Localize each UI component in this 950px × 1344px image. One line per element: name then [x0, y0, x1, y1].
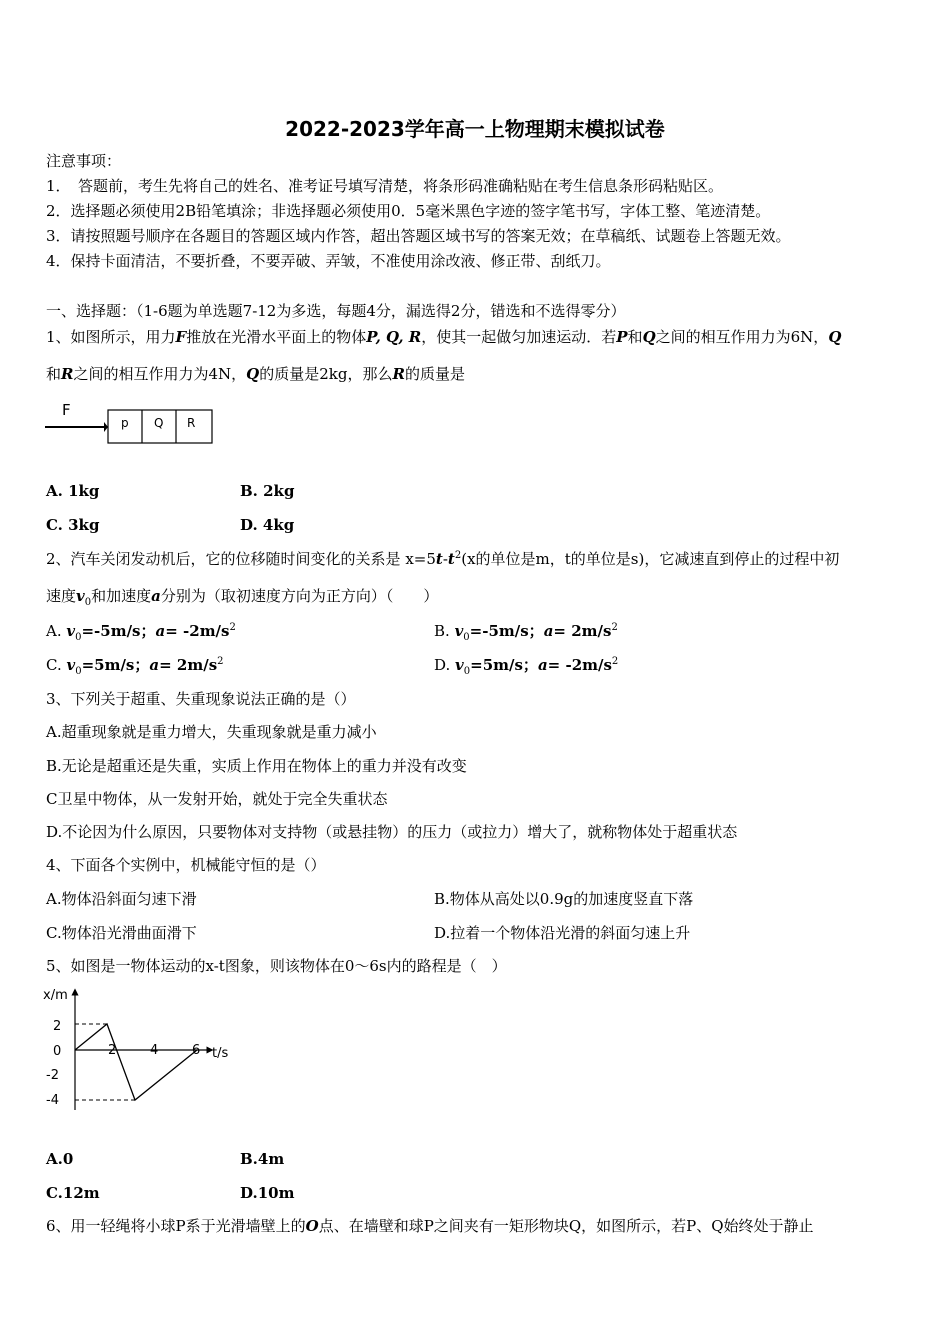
q4-option-d: D.拉着一个物体沿光滑的斜面匀速上升	[434, 924, 691, 942]
y-tick-neg2: -2	[46, 1068, 59, 1083]
q5-option-c: C.12m	[46, 1184, 100, 1202]
notice-item-2: 2．选择题必须使用2B铅笔填涂；非选择题必须使用0．5毫米黑色字迹的签字笔书写，字体工整、笔迹清楚。	[46, 202, 771, 220]
q5-option-a: A.0	[46, 1150, 74, 1168]
x-axis-label: t/s	[212, 1046, 229, 1061]
q3-option-b: B.无论是超重还是失重，实质上作用在物体上的重力并没有改变	[46, 757, 467, 775]
q4-stem: 4、下面各个实例中，机械能守恒的是（）	[46, 856, 326, 874]
notice-heading: 注意事项：	[46, 152, 122, 170]
y-tick-0: 0	[53, 1044, 62, 1059]
q6-stem-line1: 6、用一轻绳将小球P系于光滑墙壁上的O点、在墙壁和球P之间夹有一矩形物块Q，如图所示，若P、Q始终处于静止	[46, 1217, 814, 1235]
q5-xt-graph	[40, 982, 240, 1122]
q4-option-b: B.物体从高处以0.9g的加速度竖直下落	[434, 890, 694, 908]
q4-option-a: A.物体沿斜面匀速下滑	[46, 890, 197, 908]
notice-item-4: 4．保持卡面清洁，不要折叠，不要弄破、弄皱，不准使用涂改液、修正带、刮纸刀。	[46, 252, 611, 270]
force-label: F	[62, 401, 71, 419]
q1-stem-line1: 1、如图所示，用力F推放在光滑水平面上的物体P, Q, R，使其一起做匀加速运动．若P和Q之间的相互作用力为6N，Q	[46, 328, 842, 346]
notice-item-3: 3．请按照题号顺序在各题目的答题区域内作答，超出答题区域书写的答案无效；在草稿纸、试题卷上答题无效。	[46, 227, 791, 245]
y-tick-neg4: -4	[46, 1093, 59, 1108]
q1-force-diagram	[44, 398, 219, 448]
page-title: 2022-2023学年高一上物理期末模拟试卷	[285, 117, 665, 141]
q5-option-d: D.10m	[240, 1184, 295, 1202]
q1-option-d: D. 4kg	[240, 516, 295, 534]
q2-stem-line1: 2、汽车关闭发动机后，它的位移随时间变化的关系是 $x=5t-t^2(x$的单位是m，t的单位是s)，它减速直到停止的过程中初	[46, 550, 840, 568]
q2-stem-line2: 速度$v_0$和加速度a分别为（取初速度方向为正方向）（ ）	[46, 587, 439, 608]
q3-option-d: D.不论因为什么原因，只要物体对支持物（或悬挂物）的压力（或拉力）增大了，就称物体处于超重状态	[46, 823, 738, 841]
q1-option-c: C. 3kg	[46, 516, 100, 534]
motion-line	[75, 1024, 197, 1100]
notice-item-1: 1． 答题前，考生先将自己的姓名、准考证号填写清楚，将条形码准确粘贴在考生信息条形码粘贴区。	[46, 177, 724, 195]
block-r: R	[187, 416, 196, 430]
section-heading: 一、选择题：（1-6题为单选题7-12为多选，每题4分，漏选得2分，错选和不选得零分）	[46, 302, 626, 320]
q1-option-a: A. 1kg	[46, 482, 100, 500]
q2-option-a: A. $v_0=-5m/s$；$a= -2m/s^2$	[46, 622, 236, 643]
block-q: Q	[154, 416, 164, 430]
y-axis-label: x/m	[43, 988, 68, 1003]
q1-stem-line2: 和R之间的相互作用力为4N，Q的质量是2kg，那么R的质量是	[46, 365, 465, 383]
x-tick-2: 2	[108, 1043, 117, 1058]
q2-option-d: D. $v_0=5m/s$；$a= -2m/s^2$	[434, 656, 619, 677]
q1-option-b: B. 2kg	[240, 482, 295, 500]
y-tick-2: 2	[53, 1019, 62, 1034]
q5-stem: 5、如图是一物体运动的x-t图象，则该物体在0～6s内的路程是（ ）	[46, 957, 507, 975]
q4-option-c: C.物体沿光滑曲面滑下	[46, 924, 197, 942]
q3-option-a: A.超重现象就是重力增大，失重现象就是重力减小	[46, 723, 377, 741]
q3-stem: 3、下列关于超重、失重现象说法正确的是（）	[46, 690, 356, 708]
block-p: p	[121, 416, 129, 430]
q3-option-c: C卫星中物体，从一发射开始，就处于完全失重状态	[46, 790, 388, 808]
x-tick-6: 6	[192, 1043, 201, 1058]
q2-option-b: B. $v_0=-5m/s$；$a= 2m/s^2$	[434, 622, 618, 643]
q5-option-b: B.4m	[240, 1150, 285, 1168]
q2-option-c: C. $v_0=5m/s$；$a= 2m/s^2$	[46, 656, 224, 677]
x-tick-4: 4	[150, 1043, 159, 1058]
